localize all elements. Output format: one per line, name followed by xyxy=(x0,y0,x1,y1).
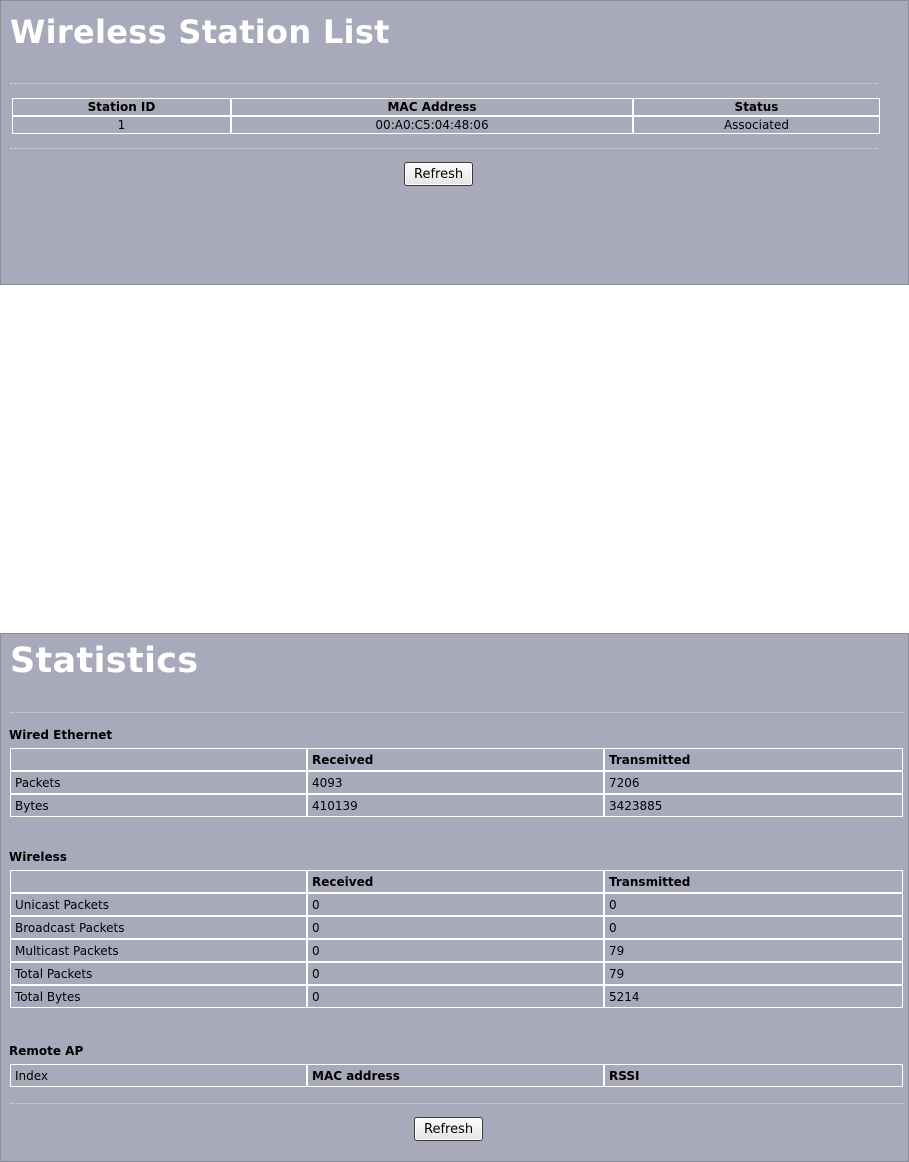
received-value: 0 xyxy=(307,985,604,1008)
col-rssi: RSSI xyxy=(604,1064,903,1087)
section-label-wireless: Wireless xyxy=(9,850,67,864)
table-row xyxy=(12,116,880,134)
transmitted-value: 79 xyxy=(604,962,903,985)
row-label: Total Bytes xyxy=(10,985,307,1008)
station-id-cell: 1 xyxy=(12,116,231,134)
section-label-wired: Wired Ethernet xyxy=(9,728,113,742)
received-value: 4093 xyxy=(307,771,604,794)
wireless-table xyxy=(10,870,903,1008)
transmitted-value: 0 xyxy=(604,916,903,939)
empty-header-cell xyxy=(10,870,307,893)
col-transmitted: Transmitted xyxy=(604,748,903,771)
separator xyxy=(10,148,878,149)
separator xyxy=(10,1103,903,1104)
col-transmitted: Transmitted xyxy=(604,870,903,893)
table-row xyxy=(10,962,903,985)
transmitted-value: 0 xyxy=(604,893,903,916)
row-label: Total Packets xyxy=(10,962,307,985)
col-index: Index xyxy=(10,1064,307,1087)
transmitted-value: 5214 xyxy=(604,985,903,1008)
received-value: 0 xyxy=(307,916,604,939)
page-title: Wireless Station List xyxy=(10,13,390,51)
mac-address-cell: 00:A0:C5:04:48:06 xyxy=(231,116,633,134)
row-label: Bytes xyxy=(10,794,307,817)
table-row xyxy=(10,916,903,939)
transmitted-value: 7206 xyxy=(604,771,903,794)
refresh-button[interactable]: Refresh xyxy=(414,1117,483,1141)
page-title: Statistics xyxy=(10,641,199,681)
row-label: Multicast Packets xyxy=(10,939,307,962)
col-received: Received xyxy=(307,870,604,893)
separator xyxy=(10,83,878,84)
col-received: Received xyxy=(307,748,604,771)
section-label-remote-ap: Remote AP xyxy=(9,1044,84,1058)
table-header-row xyxy=(12,98,880,116)
table-row xyxy=(10,771,903,794)
statistics-panel xyxy=(0,633,909,1162)
refresh-button[interactable]: Refresh xyxy=(404,162,473,186)
received-value: 410139 xyxy=(307,794,604,817)
received-value: 0 xyxy=(307,939,604,962)
row-label: Broadcast Packets xyxy=(10,916,307,939)
table-header-row xyxy=(10,748,903,771)
remote-ap-table xyxy=(10,1064,903,1087)
status-cell: Associated xyxy=(633,116,880,134)
col-mac-address: MAC Address xyxy=(231,98,633,116)
row-label: Packets xyxy=(10,771,307,794)
empty-header-cell xyxy=(10,748,307,771)
wireless-station-list-panel xyxy=(0,0,909,285)
table-row xyxy=(10,893,903,916)
table-row xyxy=(10,985,903,1008)
station-table xyxy=(12,98,880,134)
table-row xyxy=(10,939,903,962)
table-header-row xyxy=(10,870,903,893)
separator xyxy=(10,712,903,713)
table-header-row xyxy=(10,1064,903,1087)
col-mac-address: MAC address xyxy=(307,1064,604,1087)
col-station-id: Station ID xyxy=(12,98,231,116)
col-status: Status xyxy=(633,98,880,116)
transmitted-value: 3423885 xyxy=(604,794,903,817)
transmitted-value: 79 xyxy=(604,939,903,962)
row-label: Unicast Packets xyxy=(10,893,307,916)
wired-ethernet-table xyxy=(10,748,903,817)
table-row xyxy=(10,794,903,817)
received-value: 0 xyxy=(307,893,604,916)
received-value: 0 xyxy=(307,962,604,985)
